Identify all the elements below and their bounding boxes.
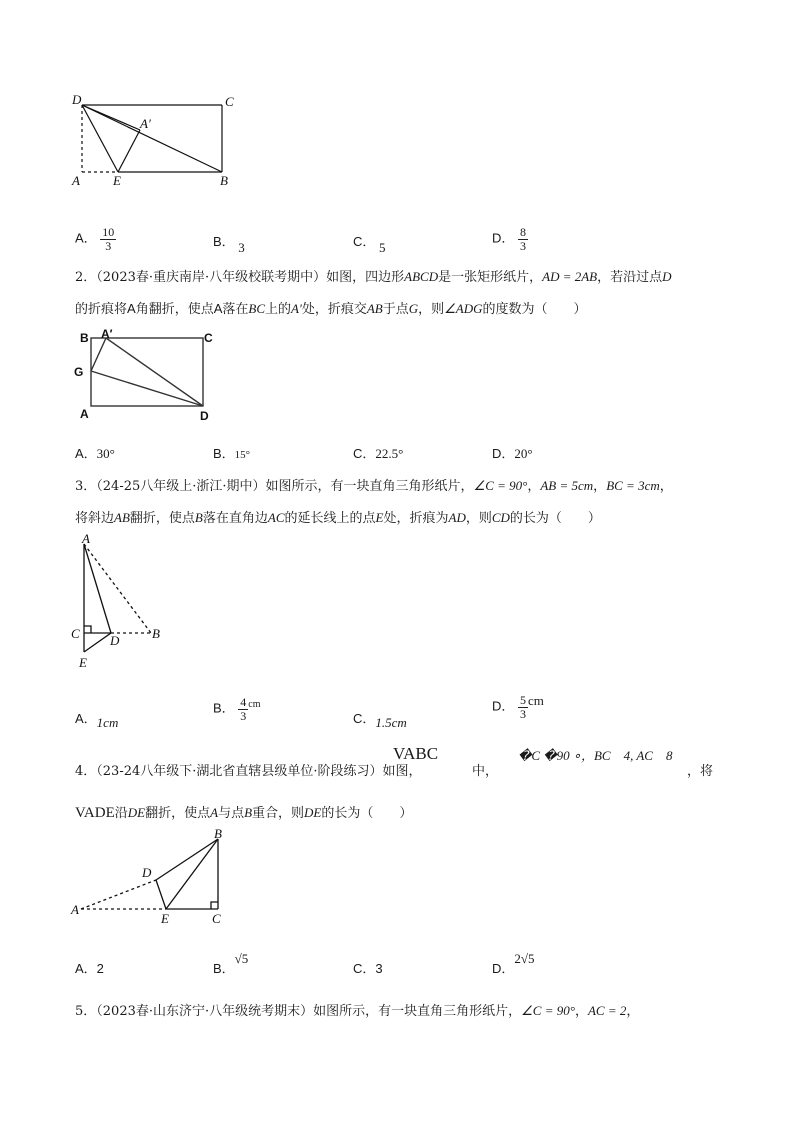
q4-label-D: D	[142, 865, 152, 880]
q4-line-1: 4．（23-24八年级下·湖北省直辖县级单位·阶段练习）如图，	[75, 764, 422, 779]
question-number: 2．	[75, 270, 97, 285]
option-letter: D．	[492, 961, 515, 976]
question-number: 4．	[75, 764, 97, 779]
q2-line-1: 2．（2023春·重庆南岸·八年级校联考期中）如图，四边形ABCD是一张矩形纸片，AD = 2AB，若沿过点D	[75, 269, 672, 285]
q4-triangle-abc	[393, 744, 438, 764]
option-letter: D．	[492, 698, 515, 714]
q2-line-A-primeD	[106, 338, 203, 406]
fraction: $\frac{5}{3}$	[520, 693, 527, 721]
fraction: $\frac{10}{3}$	[102, 225, 115, 253]
q1-label-A: A	[72, 173, 80, 188]
q4-option-a[interactable]	[75, 958, 104, 977]
option-letter: C．	[353, 446, 376, 461]
q4-right-angle-mark	[211, 902, 218, 909]
q3-label-B: B	[152, 626, 160, 641]
q3-line-AD	[84, 544, 111, 633]
q4-triangle-symbol: VABC	[393, 744, 439, 763]
fraction: $\frac{4}{3}$	[240, 695, 247, 723]
option-value: 1.5cm	[375, 715, 407, 730]
q4-line-1c: ，将	[687, 764, 714, 779]
q1-figure	[60, 88, 260, 198]
q2-label-C: C	[204, 331, 213, 345]
q3-option-a[interactable]	[75, 708, 119, 730]
q4-line-BE	[166, 839, 218, 909]
q4-option-c[interactable]	[353, 958, 383, 977]
q2-label-G: G	[74, 365, 84, 379]
q5-line-1: 5．（2023春·山东济宁·八年级统考期末）如图所示，有一块直角三角形纸片，∠C = 90°，AC = 2，	[75, 1003, 640, 1019]
option-letter: A．	[75, 961, 97, 976]
q3-dashed-AB	[84, 544, 151, 633]
q3-label-A: A	[82, 531, 90, 546]
q3-line-2: 将斜边AB翻折，使点B落在直角边AC的延长线上的点E处，折痕为AD，则CD的长为（ ）	[75, 510, 601, 526]
q4-line-2: VADE沿DE翻折，使点A与点B重合，则DE的长为（ ）	[75, 805, 413, 821]
option-value: 22.5°	[375, 446, 404, 461]
q4-line-1b: 中，	[472, 764, 499, 779]
q1-option-c[interactable]	[353, 231, 386, 255]
question-source: （2023春·重庆南岸·八年级校联考期中）	[96, 270, 327, 285]
q4-figure	[66, 825, 241, 930]
q4-option-d[interactable]	[492, 948, 535, 976]
q3-right-angle-mark	[84, 626, 91, 633]
q3-option-d[interactable]	[492, 694, 544, 720]
q1-option-d[interactable]	[492, 226, 528, 252]
q3-line-1: 3．（24-25八年级上·浙江·期中）如图所示，有一块直角三角形纸片，∠C = 90°，AB = 5cm，BC = 3cm，	[75, 478, 673, 494]
q1-label-A-prime: A′	[140, 116, 151, 131]
q2-option-c[interactable]	[353, 443, 403, 462]
q1-label-C: C	[225, 94, 234, 109]
q1-option-a[interactable]	[75, 226, 116, 252]
q4-dashed-AD	[81, 880, 156, 909]
q4-line-DB	[156, 839, 218, 880]
q2-label-A-prime: A′	[101, 327, 113, 341]
q4-label-A: A	[71, 902, 79, 917]
option-value: √5	[234, 951, 249, 966]
option-unit: cm	[528, 692, 544, 708]
option-value: 15°	[234, 449, 251, 461]
q2-figure	[68, 326, 228, 422]
option-letter: D．	[492, 230, 515, 246]
option-letter: C．	[353, 234, 376, 249]
q2-label-A: A	[80, 407, 89, 421]
question-number: 5．	[75, 1004, 97, 1019]
q1-label-D: D	[72, 92, 82, 107]
q2-option-a[interactable]	[75, 443, 115, 462]
q4-option-b[interactable]	[213, 948, 249, 976]
fraction: $\frac{8}{3}$	[520, 225, 527, 253]
q2-option-d[interactable]	[492, 443, 533, 462]
q4-garbled-condition	[518, 745, 672, 764]
option-value: 2	[96, 961, 104, 976]
option-letter: B．	[213, 446, 235, 461]
question-source: （23-24八年级下·湖北省直辖县级单位·阶段练习）	[96, 764, 383, 779]
q1-line-DE	[82, 105, 118, 172]
q1-label-E: E	[113, 173, 121, 188]
q4-label-E: E	[161, 911, 169, 926]
q1-line-A-primeE	[118, 130, 140, 172]
option-letter: D．	[492, 446, 515, 461]
q2-rectangle	[91, 338, 203, 406]
q1-label-B: B	[220, 173, 228, 188]
q4-condition-expression: �C �90 ∘，BC 4, AC 8	[518, 748, 673, 763]
q3-line-ED	[84, 633, 111, 652]
q2-label-D: D	[200, 409, 209, 422]
q3-label-C: C	[71, 626, 80, 641]
q3-figure	[66, 530, 186, 675]
option-letter: C．	[353, 711, 376, 726]
q2-line-2: 的折痕将A角翻折，使点A落在BC上的A′处，折痕交AB于点G，则∠ADG的度数为（ ）	[75, 301, 587, 317]
question-source: （24-25八年级上·浙江·期中）	[96, 479, 266, 494]
option-value: 5	[379, 240, 386, 255]
option-letter: B．	[213, 961, 235, 976]
q2-line-GA-prime	[91, 338, 106, 371]
question-number: 3．	[75, 479, 97, 494]
q2-label-B: B	[80, 331, 89, 345]
q3-option-c[interactable]	[353, 708, 407, 730]
option-letter: A．	[75, 711, 97, 726]
q3-label-D: D	[110, 633, 120, 648]
question-source: （2023春·山东济宁·八年级统考期末）	[96, 1004, 314, 1019]
option-letter: A．	[75, 446, 97, 461]
option-value: 3	[238, 240, 245, 255]
q1-option-b[interactable]	[213, 231, 245, 255]
option-value: 2√5	[514, 951, 535, 966]
q4-line-DE	[156, 880, 166, 909]
option-value: 20°	[514, 446, 533, 461]
q3-label-E: E	[79, 655, 87, 670]
q1-line-DA-prime	[82, 105, 140, 130]
option-value: 30°	[96, 446, 115, 461]
q4-label-B: B	[214, 826, 222, 841]
q1-line-DB	[82, 105, 222, 172]
option-letter: B．	[213, 234, 235, 249]
option-letter: B．	[213, 700, 235, 716]
option-unit: cm	[248, 698, 261, 710]
option-value: 3	[375, 961, 383, 976]
option-letter: A．	[75, 230, 97, 246]
q3-option-b[interactable]	[213, 696, 261, 722]
option-letter: C．	[353, 961, 376, 976]
q4-label-C: C	[212, 911, 221, 926]
q2-line-GD	[91, 371, 203, 406]
q2-option-b[interactable]	[213, 443, 250, 462]
option-value: 1cm	[96, 715, 119, 730]
